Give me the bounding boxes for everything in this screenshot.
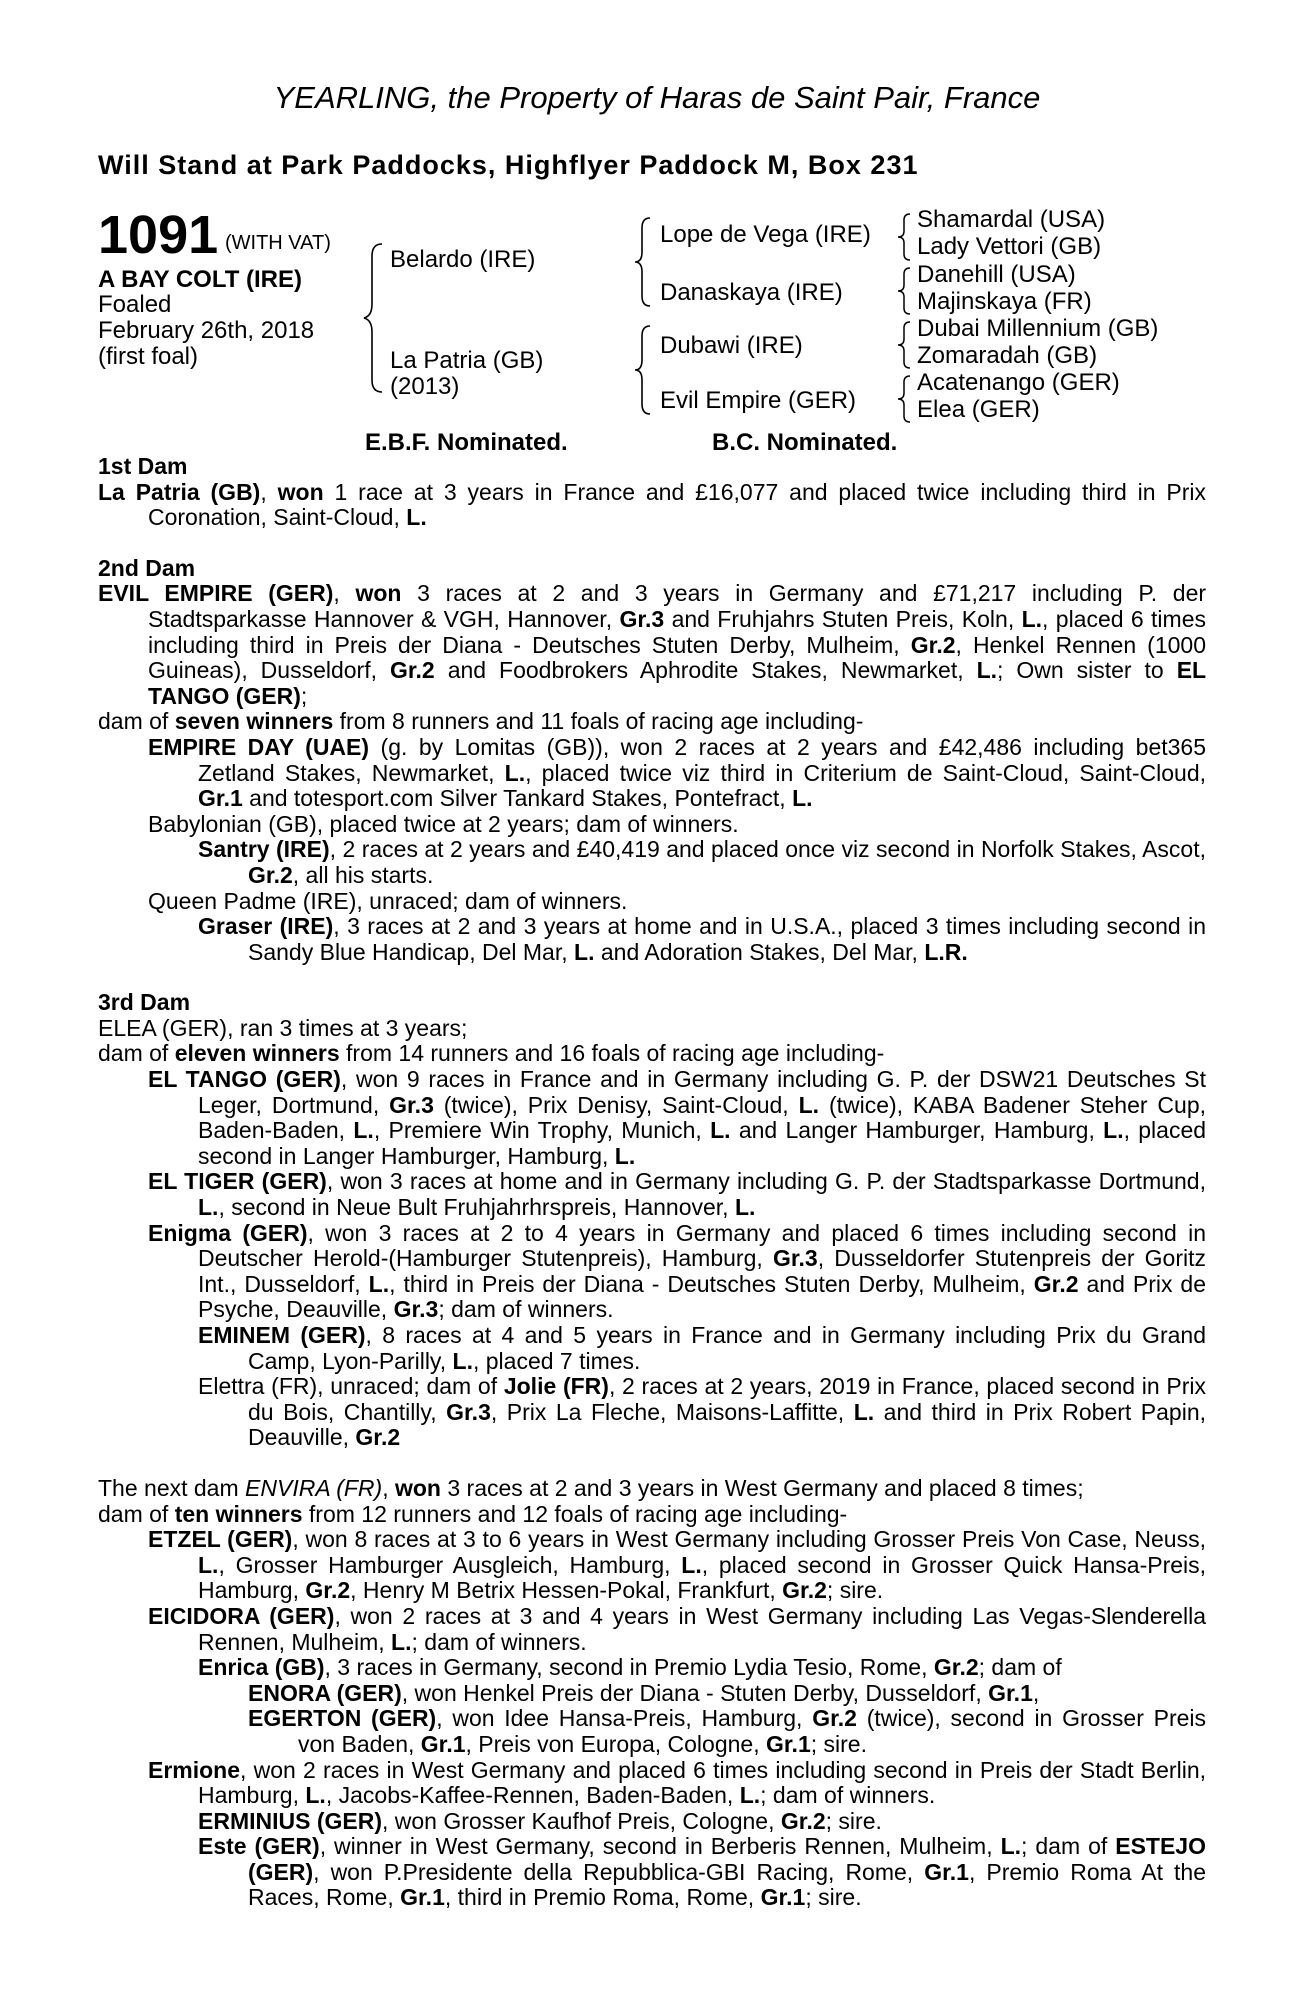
produce-empire-day: EMPIRE DAY (UAE) (g. by Lomitas (GB)), won 2 races at 2 years and £42,486 including bet365 Zetland Stakes, Newmarket, L., placed twice viz third in Criterium de Saint-Cloud, Saint-Cloud, Gr.1 and totesport.com Silver Tankard Stakes, Pontefract, L.: [148, 733, 1207, 812]
produce-eminem: EMINEM (GER), 8 races at 4 and 5 years in France and in Germany including Prix du Grand Camp, Lyon-Parilly, L., placed 7 times.: [198, 1322, 1206, 1374]
vat-note: (WITH VAT): [225, 232, 331, 254]
second-dam-heading: 2nd Dam: [98, 554, 196, 581]
pedigree-brace-main: [360, 238, 390, 398]
foaled-label: Foaled: [98, 291, 172, 318]
lot-name: A BAY COLT (IRE): [98, 266, 303, 293]
gen3-2: Lady Vettori (GB): [917, 233, 1102, 260]
produce-este: Este (GER), winner in West Germany, second in Berberis Rennen, Mulheim, L.; dam of ESTEJO (GER), won P.Presidente della Repubblica-GBI Racing, Rome, Gr.1, Premio Roma At the Races, Rome, Gr.1, third in Premio Roma, Rome, Gr.1; sire.: [198, 1833, 1207, 1911]
produce-egerton: EGERTON (GER), won Idee Hansa-Preis, Hamburg, Gr.2 (twice), second in Grosser Preis von Baden, Gr.1, Preis von Europa, Cologne, Gr.1; sire.: [248, 1705, 1207, 1757]
produce-queen-padme: Queen Padme (IRE), unraced; dam of winners.: [148, 887, 628, 914]
produce-graser: Graser (IRE), 3 races at 2 and 3 years at home and in U.S.A., placed 3 times including second in Sandy Blue Handicap, Del Mar, L. and Adoration Stakes, Del Mar, L.R.: [198, 913, 1207, 965]
next-dam-produce-intro: dam of ten winners from 12 runners and 12 foals of racing age including-: [98, 1500, 848, 1527]
gen3-1: Shamardal (USA): [917, 206, 1106, 233]
dam: La Patria (GB): [390, 347, 544, 374]
dam-year: (2013): [390, 373, 460, 400]
first-dam-heading: 1st Dam: [98, 453, 188, 479]
foal-note: (first foal): [98, 343, 199, 370]
pedigree-brace-g4: [894, 372, 914, 426]
second-dam-entry: EVIL EMPIRE (GER), won 3 races at 2 and 3 years in Germany and £71,217 including P. der Stadtsparkasse Hannover & VGH, Hannover, Gr.3 and Fruhjahrs Stuten Preis, Koln, L., placed 6 times including third in Preis der Diana - Deutsches Stuten Derby, Mulheim, Gr.2, Henkel Rennen (1000 Guineas), Dusseldorf, Gr.2 and Foodbrokers Aphrodite Stakes, Newmarket, L.; Own sister to EL TANGO (GER);: [98, 580, 1207, 709]
catalogue-body: [98, 454, 1206, 1911]
bc-nominated: B.C. Nominated.: [712, 429, 898, 456]
produce-ermione: Ermione, won 2 races in West Germany and placed 6 times including second in Preis der Stadt Berlin, Hamburg, L., Jacobs-Kaffee-Rennen, Baden-Baden, L.; dam of winners.: [148, 1756, 1206, 1809]
produce-erminius: ERMINIUS (GER), won Grosser Kaufhof Preis, Cologne, Gr.2; sire.: [198, 1807, 882, 1834]
pedigree-brace-sire: [630, 212, 656, 312]
produce-el-tiger: EL TIGER (GER), won 3 races at home and in Germany including G. P. der Stadtsparkasse Dortmund, L., second in Neue Bult Fruhjahrhrspreis, Hannover, L.: [148, 1168, 1206, 1221]
sire-dam: Danaskaya (IRE): [660, 279, 843, 306]
pedigree-brace-g3: [894, 318, 914, 372]
lot-number: 1091: [98, 205, 219, 265]
produce-enora: ENORA (GER), won Henkel Preis der Diana - Stuten Derby, Dusseldorf, Gr.1,: [248, 1679, 1040, 1706]
horse-name: EVIL EMPIRE (GER): [98, 580, 334, 607]
third-dam-produce-intro: dam of eleven winners from 14 runners and 16 foals of racing age including-: [98, 1040, 885, 1067]
produce-santry: Santry (IRE), 2 races at 2 years and £40,419 and placed once viz second in Norfolk Stakes, Ascot, Gr.2, all his starts.: [198, 836, 1206, 888]
produce-el-tango: EL TANGO (GER), won 9 races in France and in Germany including G. P. der DSW21 Deutsches St Leger, Dortmund, Gr.3 (twice), Prix Denisy, Saint-Cloud, L. (twice), KABA Badener Steher Cup, Baden-Baden, L., Premiere Win Trophy, Munich, L. and Langer Hamburger, Hamburg, L., placed second in Langer Hamburger, Hamburg, L.: [148, 1066, 1207, 1169]
gen3-5: Dubai Millennium (GB): [917, 315, 1159, 342]
dam-sire: Dubawi (IRE): [660, 332, 803, 359]
pedigree-brace-g2: [894, 264, 914, 318]
pedigree-brace-dam: [630, 320, 656, 420]
produce-eicidora: EICIDORA (GER), won 2 races at 3 and 4 years in West Germany including Las Vegas-Slenderella Rennen, Mulheim, L.; dam of winners.: [148, 1602, 1206, 1655]
second-dam-produce-intro: dam of seven winners from 8 runners and 11 foals of racing age including-: [98, 708, 864, 735]
ebf-nominated: E.B.F. Nominated.: [365, 429, 568, 456]
foaled-date: February 26th, 2018: [98, 317, 315, 344]
produce-etzel: ETZEL (GER), won 8 races at 3 to 6 years in West Germany including Grosser Preis Von Case, Neuss, L., Grosser Hamburger Ausgleich, Hamburg, L., placed second in Grosser Quick Hansa-Preis, Hamburg, Gr.2, Henry M Betrix Hessen-Pokal, Frankfurt, Gr.2; sire.: [148, 1526, 1207, 1604]
produce-babylonian: Babylonian (GB), placed twice at 2 years; dam of winners.: [148, 810, 739, 837]
page-title: YEARLING, the Property of Haras de Saint Pair, France: [273, 80, 1041, 115]
third-dam-entry: ELEA (GER), ran 3 times at 3 years;: [98, 1014, 468, 1041]
produce-elettra: Elettra (FR), unraced; dam of Jolie (FR), 2 races at 2 years, 2019 in France, placed second in Prix du Bois, Chantilly, Gr.3, Prix La Fleche, Maisons-Laffitte, L. and third in Prix Robert Papin, Deauville, Gr.2: [198, 1373, 1207, 1451]
gen3-7: Acatenango (GER): [917, 369, 1120, 396]
next-dam-entry: The next dam ENVIRA (FR), won 3 races at 2 and 3 years in West Germany and placed 8 times;: [98, 1474, 1084, 1501]
horse-name: La Patria (GB): [98, 478, 261, 505]
gen3-6: Zomaradah (GB): [917, 342, 1098, 369]
sire: Belardo (IRE): [390, 246, 536, 273]
stand-location: Will Stand at Park Paddocks, Highflyer Paddock M, Box 231: [98, 150, 919, 180]
produce-enigma: Enigma (GER), won 3 races at 2 to 4 years in Germany and placed 6 times including second in Deutscher Herold-(Hamburger Stutenpreis), Hamburg, Gr.3, Dusseldorfer Stutenpreis der Goritz Int., Dusseldorf, L., third in Preis der Diana - Deutsches Stuten Derby, Mulheim, Gr.2 and Prix de Psyche, Deauville, Gr.3; dam of winners.: [148, 1219, 1207, 1323]
first-dam-entry: La Patria (GB), won 1 race at 3 years in France and £16,077 and placed twice including third in Prix Coronation, Saint-Cloud, L.: [98, 478, 1207, 531]
produce-enrica: Enrica (GB), 3 races in Germany, second in Premio Lydia Tesio, Rome, Gr.2; dam of: [198, 1654, 1062, 1681]
dam-dam: Evil Empire (GER): [660, 387, 857, 414]
pedigree-brace-g1: [894, 210, 914, 264]
gen3-3: Danehill (USA): [917, 261, 1076, 288]
third-dam-heading: 3rd Dam: [98, 989, 191, 1016]
gen3-4: Majinskaya (FR): [917, 288, 1092, 315]
gen3-8: Elea (GER): [917, 396, 1040, 423]
sire-sire: Lope de Vega (IRE): [660, 221, 871, 248]
